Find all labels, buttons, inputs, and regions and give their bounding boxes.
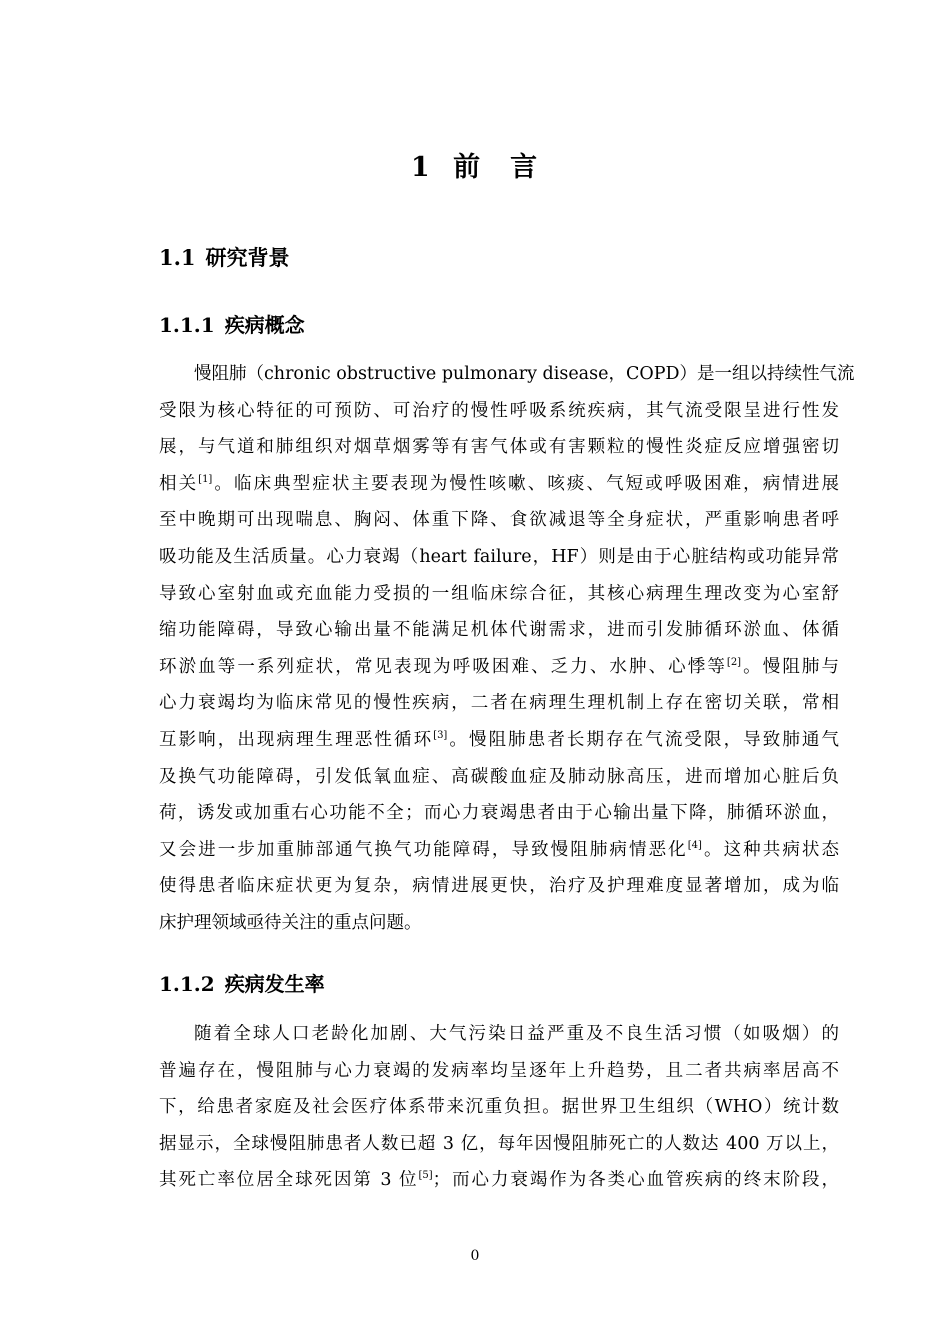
line-text: 缩功能障碍，导致心输出量不能满足机体代谢需求，进而引发肺循环淤血、体循 [159, 620, 839, 641]
line-text: ；而心力衰竭作为各类心血管疾病的终末阶段， [432, 1170, 839, 1191]
subsection-number: 1.1.1 [159, 313, 215, 337]
page-number: 0 [470, 1248, 480, 1264]
chapter-number: 1 [410, 152, 432, 183]
chapter-title [0, 145, 950, 184]
text-line [159, 1162, 839, 1199]
line-text: 互影响，出现病理生理恶性循环 [159, 729, 434, 750]
line-text: 使得患者临床症状更为复杂，病情进展更快，治疗及护理难度显著增加，成为临 [159, 876, 839, 897]
citation-marker: [2] [726, 656, 742, 668]
line-text: 下，给患者家庭及社会医疗体系带来沉重负担。据世界卫生组织（WHO）统计数 [159, 1097, 839, 1118]
subsection-heading [159, 309, 305, 338]
section-number: 1.1 [159, 245, 196, 270]
text-line [159, 1016, 839, 1053]
citation-marker: [1] [198, 473, 213, 485]
text-line [159, 649, 839, 686]
citation-marker: [3] [433, 729, 448, 741]
paragraph-disease-concept [159, 356, 855, 942]
text-line [159, 868, 839, 905]
line-text: 吸功能及生活质量。心力衰竭（heart failure，HF）则是由于心脏结构或功能异常 [159, 546, 839, 567]
line-text: 慢阻肺（chronic obstructive pulmonary disease，COPD）是一组以持续性气流 [194, 364, 855, 384]
line-text: 相关 [159, 473, 199, 494]
text-line [159, 1089, 839, 1126]
text-line [159, 1126, 839, 1163]
chapter-title-char: 言 [510, 152, 540, 183]
text-line [159, 576, 839, 613]
text-line [159, 1053, 839, 1090]
line-text: 展，与气道和肺组织对烟草烟雾等有害气体或有害颗粒的慢性炎症反应增强密切 [159, 437, 839, 458]
text-line [159, 429, 839, 466]
subsection-number: 1.1.2 [159, 972, 215, 996]
line-text: 又会进一步加重肺部通气换气功能障碍，导致慢阻肺病情恶化 [159, 839, 688, 860]
citation-marker: [5] [418, 1170, 433, 1182]
line-text: 。慢阻肺患者长期存在气流受限，导致肺通气 [447, 729, 840, 750]
text-line [159, 356, 855, 393]
line-text: 据显示，全球慢阻肺患者人数已超 3 亿，每年因慢阻肺死亡的人数达 400 万以上， [159, 1133, 839, 1154]
text-line [159, 832, 839, 869]
line-text: 随着全球人口老龄化加剧、大气污染日益严重及不良生活习惯（如吸烟）的 [194, 1024, 839, 1044]
text-line [159, 466, 839, 503]
text-line [159, 502, 839, 539]
section-heading [159, 242, 290, 272]
line-text: 心力衰竭均为临床常见的慢性疾病，二者在病理生理机制上存在密切关联，常相 [159, 693, 839, 714]
text-line [159, 539, 839, 576]
text-line [159, 722, 839, 759]
subsection-title: 疾病概念 [224, 313, 305, 337]
line-text: 至中晚期可出现喘息、胸闷、体重下降、食欲减退等全身症状，严重影响患者呼 [159, 510, 839, 531]
text-line [159, 685, 839, 722]
line-text: 荷，诱发或加重右心功能不全；而心力衰竭患者由于心输出量下降，肺循环淤血， [159, 803, 839, 824]
line-text: 床护理领域亟待关注的重点问题。 [159, 912, 422, 933]
text-line [159, 393, 839, 430]
line-text: 。慢阻肺与 [741, 656, 840, 677]
line-text: 环淤血等一系列症状，常见表现为呼吸困难、乏力、水肿、心悸等 [159, 656, 727, 677]
section-title: 研究背景 [205, 245, 290, 270]
text-line [159, 795, 839, 832]
citation-marker: [4] [687, 839, 702, 851]
line-text: 受限为核心特征的可预防、可治疗的慢性呼吸系统疾病，其气流受限呈进行性发 [159, 400, 839, 421]
subsection-title: 疾病发生率 [224, 972, 325, 996]
line-text: 其死亡率位居全球死因第 3 位 [159, 1170, 419, 1191]
line-text: 。这种共病状态 [701, 839, 840, 860]
subsection-heading [159, 968, 325, 997]
text-line [159, 612, 839, 649]
line-text: 及换气功能障碍，引发低氧血症、高碳酸血症及肺动脉高压，进而增加心脏后负 [159, 766, 839, 787]
chapter-title-char: 前 [453, 152, 483, 183]
line-text: 。临床典型症状主要表现为慢性咳嗽、咳痰、气短或呼吸困难，病情进展 [212, 473, 840, 494]
line-text: 普遍存在，慢阻肺与心力衰竭的发病率均呈逐年上升趋势，且二者共病率居高不 [159, 1060, 839, 1081]
text-line [159, 905, 839, 942]
paragraph-incidence [159, 1016, 839, 1199]
text-line [159, 759, 839, 796]
line-text: 导致心室射血或充血能力受损的一组临床综合征，其核心病理生理改变为心室舒 [159, 583, 839, 604]
